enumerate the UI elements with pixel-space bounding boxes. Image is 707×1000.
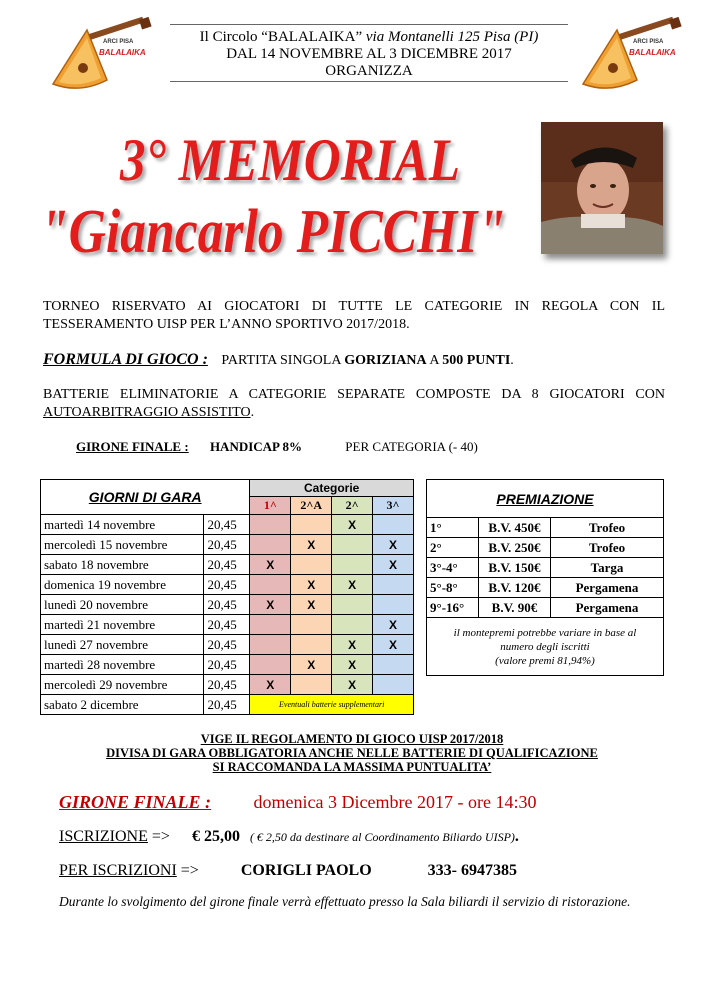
- category-mark: [373, 575, 414, 595]
- title-line-2: "Giancarlo PICCHI": [40, 198, 506, 266]
- category-mark: [332, 535, 373, 555]
- category-mark: X: [250, 675, 291, 695]
- category-mark: X: [332, 635, 373, 655]
- schedule-row: [41, 515, 414, 535]
- category-mark: [250, 515, 291, 535]
- prize-note: il montepremi potrebbe variare in base al numero degli iscritti (valore premi 81,94%): [427, 618, 664, 676]
- category-mark: X: [250, 595, 291, 615]
- schedule-time: 20,45: [204, 595, 250, 615]
- extra-batteries-note: Eventuali batterie supplementari: [250, 695, 414, 715]
- schedule-row: [41, 595, 414, 615]
- prize-amount: B.V. 450€: [479, 518, 551, 538]
- category-mark: X: [332, 655, 373, 675]
- category-mark: X: [291, 655, 332, 675]
- schedule-day: martedì 14 novembre: [41, 515, 204, 535]
- schedule-day: mercoledì 15 novembre: [41, 535, 204, 555]
- schedule-row: [41, 655, 414, 675]
- logo-text-main: BALALAIKA: [99, 48, 146, 57]
- category-label: 1^: [250, 497, 291, 515]
- prize-amount: B.V. 250€: [479, 538, 551, 558]
- prize-amount: B.V. 120€: [479, 578, 551, 598]
- batterie-paragraph: BATTERIE ELIMINATORIE A CATEGORIE SEPARATE COMPOSTE DA 8 GIOCATORI CON AUTOARBITRAGGIO ASSISTITO.: [43, 387, 665, 420]
- prize-amount: B.V. 150€: [479, 558, 551, 578]
- prize-award: Trofeo: [551, 518, 664, 538]
- category-mark: [250, 635, 291, 655]
- logo-text-top: ARCI PISA: [633, 39, 664, 45]
- schedule-day: lunedì 20 novembre: [41, 595, 204, 615]
- prize-amount: B.V. 90€: [479, 598, 551, 618]
- category-mark: [250, 575, 291, 595]
- category-label: 2^A: [291, 497, 332, 515]
- category-mark: [332, 595, 373, 615]
- logo-text-top: ARCI PISA: [103, 39, 134, 45]
- formula-di-gioco: FORMULA DI GIOCO : PARTITA SINGOLA GORIZIANA A 500 PUNTI.: [43, 351, 514, 368]
- category-mark: X: [332, 675, 373, 695]
- schedule-day: martedì 21 novembre: [41, 615, 204, 635]
- prize-row: [427, 538, 664, 558]
- category-mark: [250, 535, 291, 555]
- header-line-2: DAL 14 NOVEMBRE AL 3 DICEMBRE 2017: [226, 46, 512, 62]
- prize-position: 1°: [427, 518, 479, 538]
- logo-text-main: BALALAIKA: [629, 48, 676, 57]
- category-mark: [291, 555, 332, 575]
- schedule-time: 20,45: [204, 635, 250, 655]
- girone-finale-info: GIRONE FINALE : HANDICAP 8% PER CATEGORIA (- 40): [76, 439, 478, 454]
- category-mark: [373, 515, 414, 535]
- schedule-row: [41, 555, 414, 575]
- schedule-day: sabato 2 dicembre: [41, 695, 204, 715]
- prize-table: [426, 479, 664, 676]
- category-mark: X: [291, 575, 332, 595]
- schedule-table: [40, 479, 414, 715]
- registration-fee: ISCRIZIONE => € 25,00 ( € 2,50 da destinare al Coordinamento Biliardo UISP).: [59, 828, 519, 845]
- category-mark: [250, 615, 291, 635]
- category-mark: X: [332, 515, 373, 535]
- schedule-time: 20,45: [204, 675, 250, 695]
- category-label: 2^: [332, 497, 373, 515]
- prize-row: [427, 578, 664, 598]
- header-line-1: Il Circolo “BALALAIKA” via Montanelli 125 Pisa (PI): [199, 29, 539, 45]
- category-mark: [332, 615, 373, 635]
- schedule-time: 20,45: [204, 655, 250, 675]
- category-mark: X: [332, 575, 373, 595]
- prize-position: 9°-16°: [427, 598, 479, 618]
- header-line-3: ORGANIZZA: [325, 63, 413, 79]
- category-mark: [373, 655, 414, 675]
- category-mark: X: [250, 555, 291, 575]
- category-mark: X: [373, 555, 414, 575]
- prize-row: [427, 598, 664, 618]
- intro-paragraph: TORNEO RISERVATO AI GIOCATORI DI TUTTE LE CATEGORIE IN REGOLA CON IL TESSERAMENTO UISP PER L’ANNO SPORTIVO 2017/2018.: [43, 299, 665, 332]
- schedule-time: 20,45: [204, 695, 250, 715]
- prize-row: [427, 558, 664, 578]
- portrait-photo: [541, 122, 663, 254]
- category-mark: [373, 595, 414, 615]
- schedule-day: mercoledì 29 novembre: [41, 675, 204, 695]
- category-mark: X: [373, 635, 414, 655]
- schedule-time: 20,45: [204, 615, 250, 635]
- prize-award: Pergamena: [551, 578, 664, 598]
- rules-block: VIGE IL REGOLAMENTO DI GIOCO UISP 2017/2018 DIVISA DI GARA OBBLIGATORIA ANCHE NELLE BATTERIE DI QUALIFICAZIONE SI RACCOMANDA LA MASSIMA PUNTUALITA’: [106, 732, 598, 774]
- prize-award: Trofeo: [551, 538, 664, 558]
- prize-position: 3°-4°: [427, 558, 479, 578]
- schedule-row: [41, 535, 414, 555]
- schedule-row: [41, 575, 414, 595]
- schedule-day: sabato 18 novembre: [41, 555, 204, 575]
- prize-row: [427, 518, 664, 538]
- schedule-day: martedì 28 novembre: [41, 655, 204, 675]
- schedule-time: 20,45: [204, 535, 250, 555]
- category-mark: [250, 655, 291, 675]
- prize-position: 2°: [427, 538, 479, 558]
- balalaika-logo-left: [45, 22, 150, 94]
- schedule-row: [41, 635, 414, 655]
- category-mark: X: [373, 535, 414, 555]
- schedule-last-row: [41, 695, 414, 715]
- prize-header: PREMIAZIONE: [427, 480, 664, 518]
- category-label: 3^: [373, 497, 414, 515]
- category-mark: [291, 615, 332, 635]
- category-mark: X: [291, 595, 332, 615]
- category-mark: [373, 675, 414, 695]
- category-mark: [291, 675, 332, 695]
- schedule-time: 20,45: [204, 575, 250, 595]
- final-date: GIRONE FINALE : domenica 3 Dicembre 2017 - ore 14:30: [59, 792, 537, 812]
- balalaika-logo-right: [575, 22, 680, 94]
- prize-award: Targa: [551, 558, 664, 578]
- schedule-header: GIORNI DI GARA: [41, 480, 250, 515]
- schedule-day: lunedì 27 novembre: [41, 635, 204, 655]
- category-mark: [291, 635, 332, 655]
- schedule-time: 20,45: [204, 555, 250, 575]
- categories-header: Categorie: [250, 480, 414, 497]
- prize-position: 5°-8°: [427, 578, 479, 598]
- category-mark: [332, 555, 373, 575]
- category-mark: X: [291, 535, 332, 555]
- schedule-time: 20,45: [204, 515, 250, 535]
- closing-note: Durante lo svolgimento del girone finale verrà effettuato presso la Sala biliardi il servizio di ristorazione.: [59, 894, 631, 909]
- prize-award: Pergamena: [551, 598, 664, 618]
- schedule-row: [41, 615, 414, 635]
- schedule-day: domenica 19 novembre: [41, 575, 204, 595]
- category-mark: [291, 515, 332, 535]
- memorial-title: [40, 122, 540, 266]
- schedule-row: [41, 675, 414, 695]
- registration-contact: PER ISCRIZIONI => CORIGLI PAOLO 333- 6947385: [59, 862, 517, 879]
- category-mark: X: [373, 615, 414, 635]
- title-line-1: 3° MEMORIAL: [119, 127, 460, 193]
- organizer-header: [170, 24, 568, 82]
